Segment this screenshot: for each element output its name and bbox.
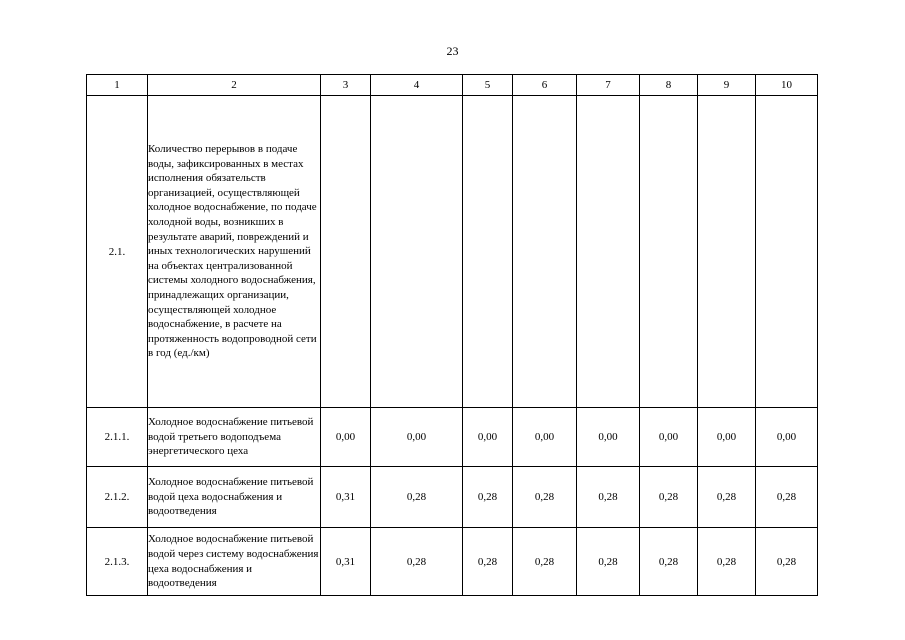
value-cell: 0,28 xyxy=(371,528,463,596)
value-cell: 0,00 xyxy=(640,408,698,467)
row-number: 2.1.2. xyxy=(87,467,148,528)
value-cell: 0,28 xyxy=(513,467,577,528)
value-cell: 0,28 xyxy=(640,467,698,528)
value-cell xyxy=(321,96,371,408)
header-cell: 2 xyxy=(148,75,321,96)
value-cell xyxy=(513,96,577,408)
value-cell: 0,00 xyxy=(371,408,463,467)
value-cell: 0,00 xyxy=(756,408,818,467)
value-cell xyxy=(756,96,818,408)
row-number: 2.1. xyxy=(87,96,148,408)
value-cell: 0,00 xyxy=(513,408,577,467)
header-cell: 3 xyxy=(321,75,371,96)
value-cell: 0,00 xyxy=(698,408,756,467)
value-cell: 0,28 xyxy=(698,467,756,528)
row-description: Холодное водоснабжение питьевой водой через систему водоснабжения цеха водоснабжения и водоотведения xyxy=(148,528,321,596)
value-cell: 0,00 xyxy=(577,408,640,467)
value-cell: 0,28 xyxy=(463,528,513,596)
header-cell: 8 xyxy=(640,75,698,96)
row-number: 2.1.1. xyxy=(87,408,148,467)
value-cell xyxy=(698,96,756,408)
header-cell: 5 xyxy=(463,75,513,96)
table-row xyxy=(87,408,818,467)
header-cell: 4 xyxy=(371,75,463,96)
row-description: Количество перерывов в подаче воды, зафиксированных в местах исполнения обязательств организацией, осуществляющей холодное водоснабжение, по подаче холодной воды, возникших в результате аварий, повреждений и иных технологических нарушений на объектах централизованной системы холодного водоснабжения, принадлежащих организации, осуществляющей холодное водоснабжение, в расчете на протяженность водопроводной сети в год (ед./км) xyxy=(148,96,321,408)
value-cell: 0,28 xyxy=(513,528,577,596)
header-cell: 1 xyxy=(87,75,148,96)
value-cell: 0,28 xyxy=(756,467,818,528)
table-header-row xyxy=(87,75,818,96)
value-cell: 0,28 xyxy=(577,467,640,528)
table-row xyxy=(87,96,818,408)
value-cell: 0,28 xyxy=(640,528,698,596)
value-cell: 0,00 xyxy=(463,408,513,467)
table-row xyxy=(87,528,818,596)
value-cell xyxy=(577,96,640,408)
data-table xyxy=(86,74,818,596)
header-cell: 10 xyxy=(756,75,818,96)
value-cell: 0,28 xyxy=(756,528,818,596)
header-cell: 7 xyxy=(577,75,640,96)
value-cell: 0,28 xyxy=(463,467,513,528)
value-cell xyxy=(640,96,698,408)
value-cell: 0,28 xyxy=(371,467,463,528)
value-cell: 0,28 xyxy=(577,528,640,596)
value-cell: 0,31 xyxy=(321,467,371,528)
value-cell: 0,31 xyxy=(321,528,371,596)
page-number: 23 xyxy=(446,44,459,58)
value-cell xyxy=(463,96,513,408)
row-description: Холодное водоснабжение питьевой водой цеха водоснабжения и водоотведения xyxy=(148,467,321,528)
header-cell: 9 xyxy=(698,75,756,96)
value-cell: 0,28 xyxy=(698,528,756,596)
table-row xyxy=(87,467,818,528)
value-cell xyxy=(371,96,463,408)
header-cell: 6 xyxy=(513,75,577,96)
value-cell: 0,00 xyxy=(321,408,371,467)
row-number: 2.1.3. xyxy=(87,528,148,596)
row-description: Холодное водоснабжение питьевой водой третьего водоподъема энергетического цеха xyxy=(148,408,321,467)
